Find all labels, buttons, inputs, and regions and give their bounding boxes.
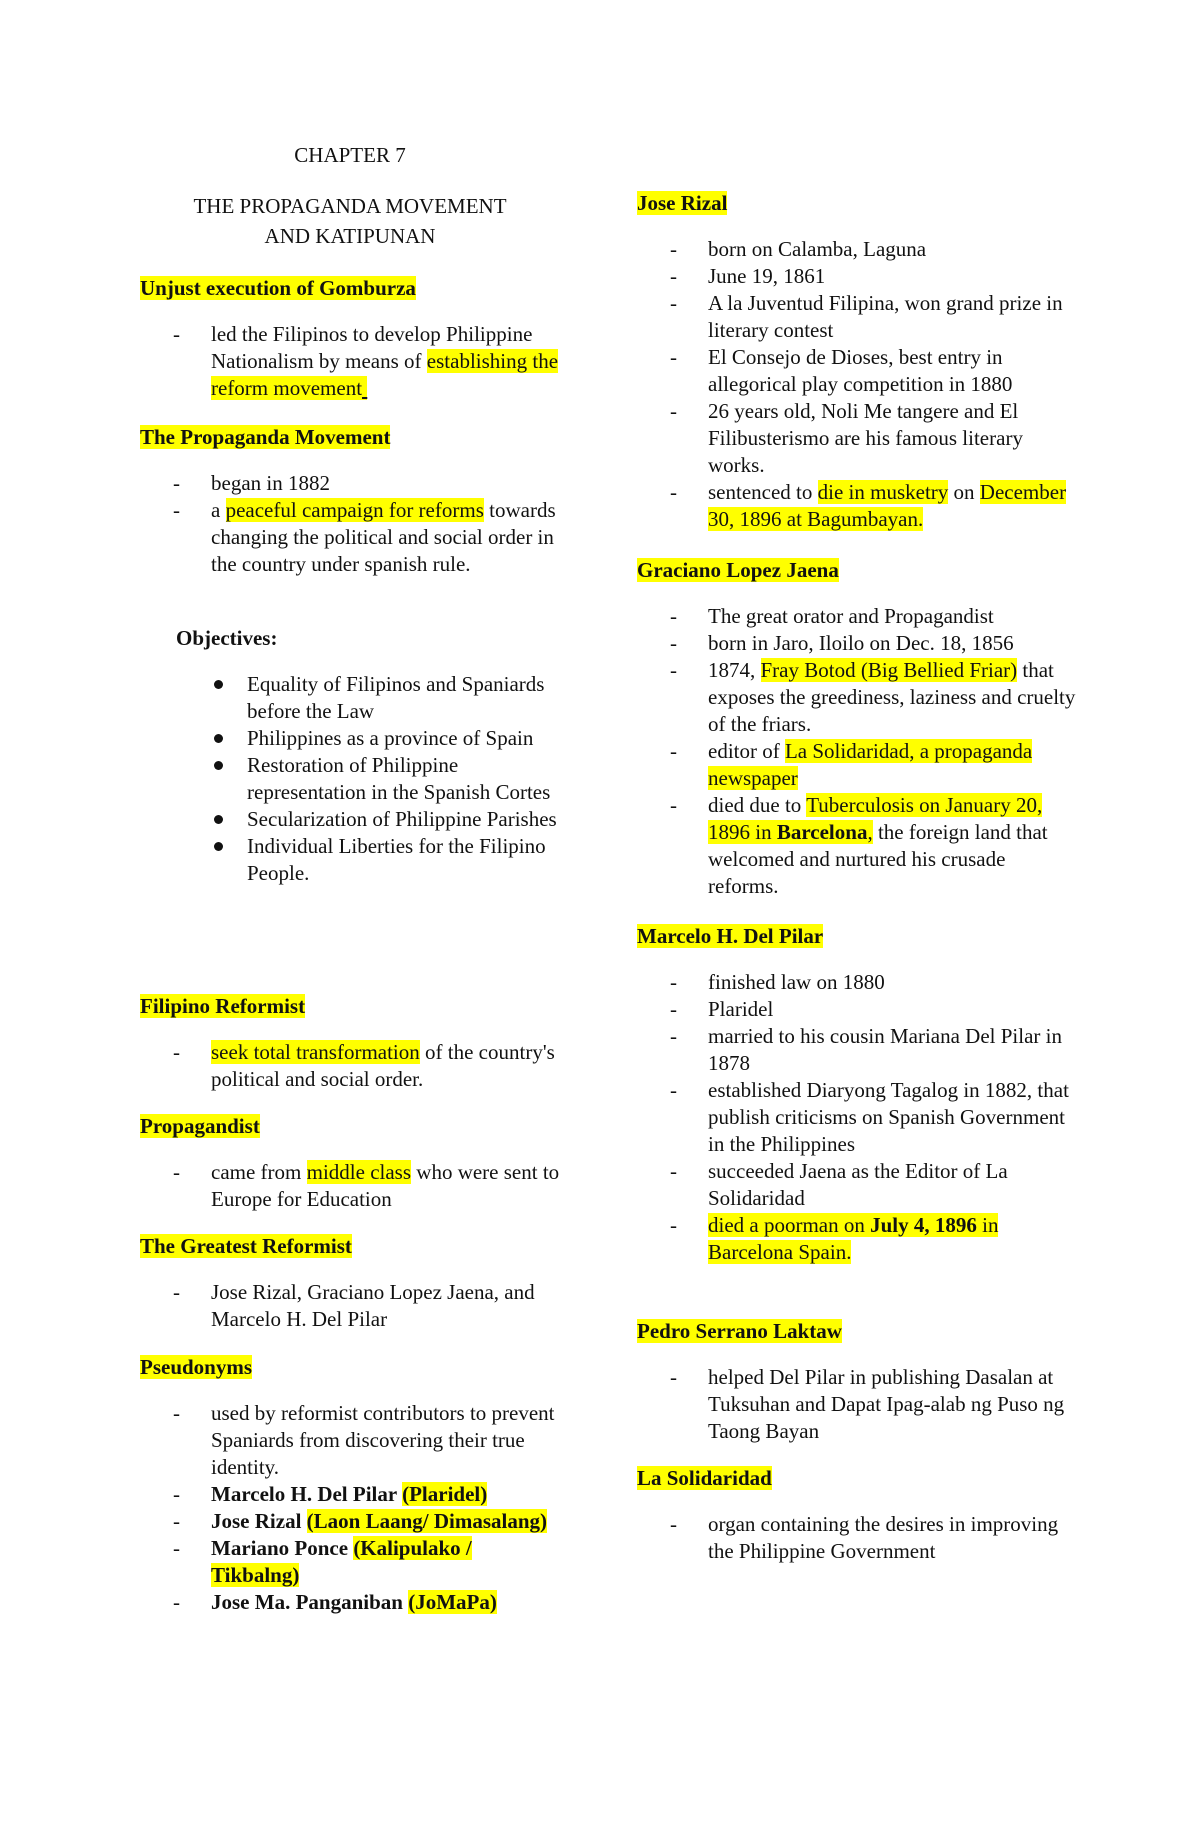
list-pedro-serrano-laktaw	[637, 1364, 1077, 1445]
list-item: - Plaridel	[637, 996, 1077, 1023]
heading-greatest-reformist: The Greatest Reformist	[140, 1234, 352, 1258]
objective-item: Philippines as a province of Spain	[140, 725, 560, 752]
list-item: - sentenced to die in musketry on December 30, 1896 at Bagumbayan.	[637, 479, 1077, 533]
list-item: - 1874, Fray Botod (Big Bellied Friar) that exposes the greediness, laziness and cruelty of the friars.	[637, 657, 1077, 738]
heading-propagandist: Propagandist	[140, 1114, 260, 1138]
heading-pseudonyms: Pseudonyms	[140, 1355, 253, 1379]
list-item: - A la Juventud Filipina, won grand prize in literary contest	[637, 290, 1077, 344]
list-item: - seek total transformation of the country's political and social order.	[140, 1039, 560, 1093]
list-item: - began in 1882	[140, 470, 560, 497]
heading-marcelo-del-pilar: Marcelo H. Del Pilar	[637, 924, 824, 948]
objective-item: Equality of Filipinos and Spaniards before the Law	[140, 671, 560, 725]
list-jose-rizal	[637, 236, 1077, 533]
list-graciano-lopez-jaena	[637, 603, 1077, 900]
list-marcelo-del-pilar	[637, 969, 1077, 1266]
list-item: - The great orator and Propagandist	[637, 603, 1077, 630]
objectives-list	[140, 671, 560, 887]
heading-propaganda-movement: The Propaganda Movement	[140, 425, 391, 449]
list-item: - born in Jaro, Iloilo on Dec. 18, 1856	[637, 630, 1077, 657]
heading-graciano-lopez-jaena: Graciano Lopez Jaena	[637, 558, 839, 582]
list-item: - succeeded Jaena as the Editor of La Solidaridad	[637, 1158, 1077, 1212]
list-gomburza	[140, 321, 560, 402]
list-item: - died due to Tuberculosis on January 20, 1896 in Barcelona, the foreign land that welcomed and nurtured his crusade reforms.	[637, 792, 1077, 900]
list-propagandist	[140, 1159, 560, 1213]
objective-item: Restoration of Philippine representation in the Spanish Cortes	[140, 752, 560, 806]
list-item: - led the Filipinos to develop Philippine Nationalism by means of establishing the reform movement	[140, 321, 560, 402]
objective-item: Individual Liberties for the Filipino People.	[140, 833, 560, 887]
pseudonym-item: - Mariano Ponce (Kalipulako / Tikbalng)	[140, 1535, 560, 1589]
pseudonym-item: - Jose Ma. Panganiban (JoMaPa)	[140, 1589, 560, 1616]
title-line-1: THE PROPAGANDA MOVEMENT	[193, 194, 507, 218]
heading-pedro-serrano-laktaw: Pedro Serrano Laktaw	[637, 1319, 842, 1343]
list-item: - born on Calamba, Laguna	[637, 236, 1077, 263]
heading-la-solidaridad: La Solidaridad	[637, 1466, 772, 1490]
list-item: - married to his cousin Mariana Del Pilar in 1878	[637, 1023, 1077, 1077]
list-item: - came from middle class who were sent to Europe for Education	[140, 1159, 560, 1213]
title-line-2: AND KATIPUNAN	[264, 224, 436, 248]
list-propaganda-movement	[140, 470, 560, 578]
objective-item: Secularization of Philippine Parishes	[140, 806, 560, 833]
list-item: - organ containing the desires in improving the Philippine Government	[637, 1511, 1077, 1565]
list-pseudonyms	[140, 1400, 560, 1616]
list-item: - June 19, 1861	[637, 263, 1077, 290]
heading-gomburza: Unjust execution of Gomburza	[140, 276, 416, 300]
list-item: - died a poorman on July 4, 1896 in Barcelona Spain.	[637, 1212, 1077, 1266]
heading-filipino-reformist: Filipino Reformist	[140, 994, 306, 1018]
list-item: - a peaceful campaign for reforms towards changing the political and social order in the country under spanish rule.	[140, 497, 560, 578]
list-item: - Jose Rizal, Graciano Lopez Jaena, and Marcelo H. Del Pilar	[140, 1279, 560, 1333]
objectives-heading: Objectives:	[176, 626, 278, 650]
list-item: - used by reformist contributors to prevent Spaniards from discovering their true identity.	[140, 1400, 560, 1481]
list-greatest-reformist	[140, 1279, 560, 1333]
list-item: - 26 years old, Noli Me tangere and El Filibusterismo are his famous literary works.	[637, 398, 1077, 479]
list-item: - finished law on 1880	[637, 969, 1077, 996]
list-item: - editor of La Solidaridad, a propaganda newspaper	[637, 738, 1077, 792]
list-item: - established Diaryong Tagalog in 1882, that publish criticisms on Spanish Government in the Philippines	[637, 1077, 1077, 1158]
list-item: - helped Del Pilar in publishing Dasalan at Tuksuhan and Dapat Ipag-alab ng Puso ng Taong Bayan	[637, 1364, 1077, 1445]
pseudonym-item: - Marcelo H. Del Pilar (Plaridel)	[140, 1481, 560, 1508]
heading-jose-rizal: Jose Rizal	[637, 191, 728, 215]
pseudonym-item: - Jose Rizal (Laon Laang/ Dimasalang)	[140, 1508, 560, 1535]
chapter-label: CHAPTER 7	[294, 143, 406, 167]
list-item: - El Consejo de Dioses, best entry in allegorical play competition in 1880	[637, 344, 1077, 398]
list-filipino-reformist	[140, 1039, 560, 1093]
list-la-solidaridad	[637, 1511, 1077, 1565]
